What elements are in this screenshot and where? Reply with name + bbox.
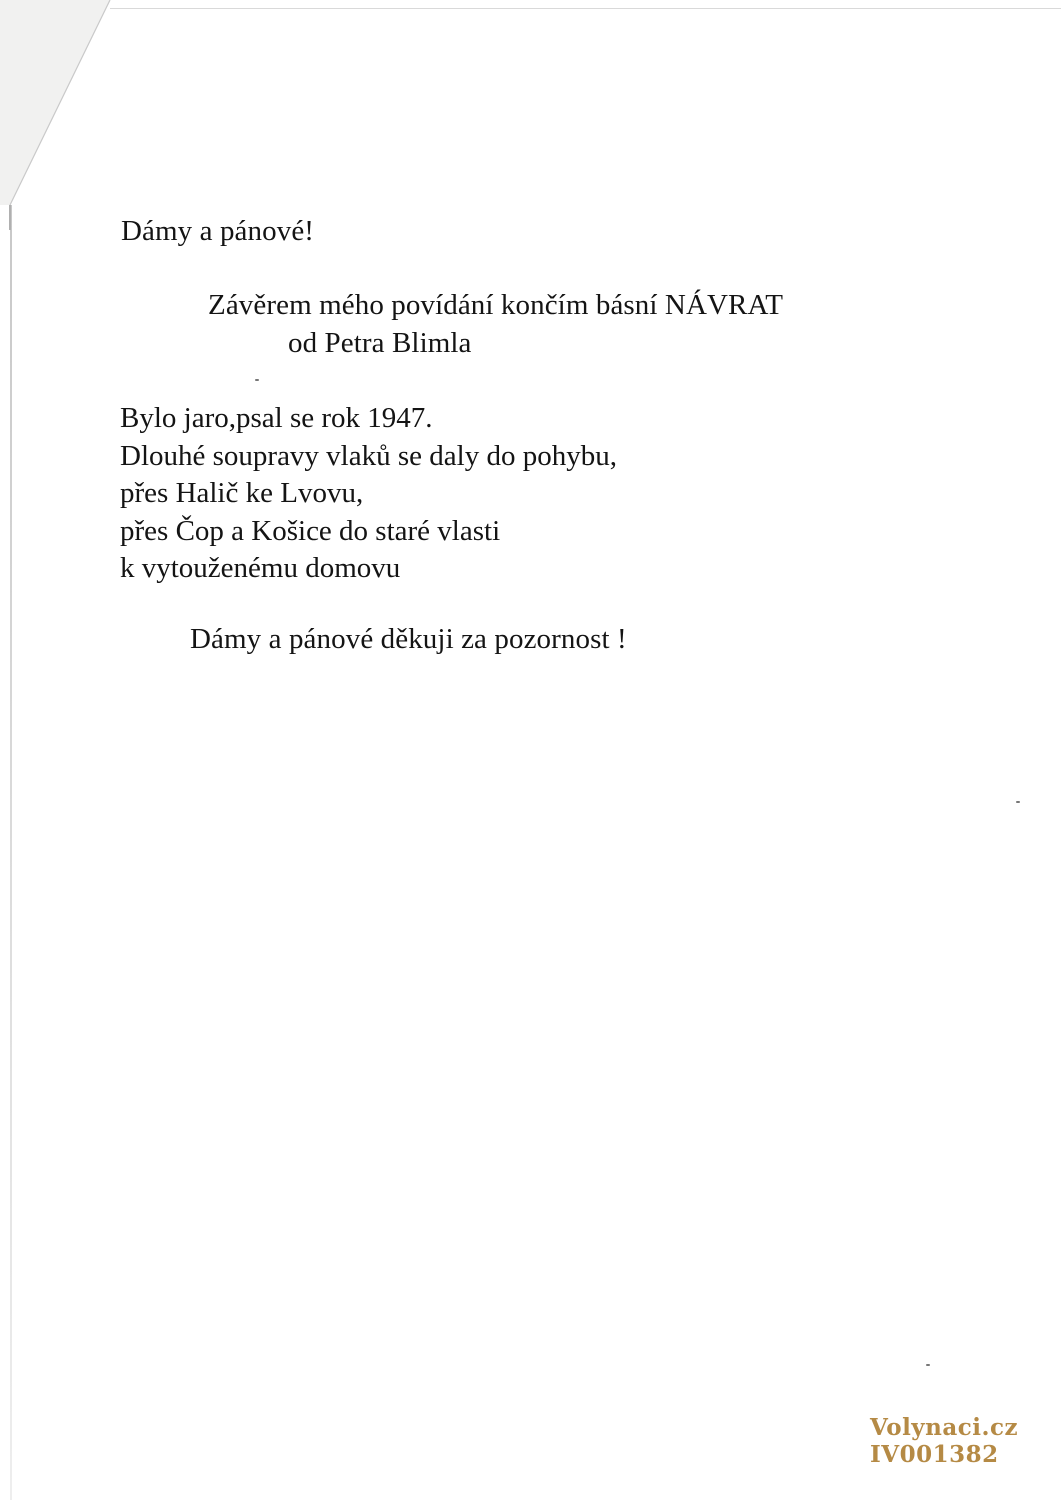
scan-edge-top (110, 8, 1061, 9)
poem-line: Bylo jaro,psal se rok 1947. (120, 402, 433, 434)
poem-line: přes Čop a Košice do staré vlasti (120, 514, 501, 547)
intro-line-1: Závěrem mého povídání končím básní NÁVRAT (208, 289, 784, 321)
scan-speck (926, 1364, 930, 1366)
watermark-site: Volynaci.cz (870, 1414, 1019, 1441)
watermark (870, 1414, 1018, 1468)
poem-line: k vytouženému domovu (120, 552, 401, 584)
greeting: Dámy a pánové! (121, 215, 315, 247)
watermark-code: IV001382 (870, 1441, 999, 1468)
scan-speck (255, 379, 259, 381)
poem-line: přes Halič ke Lvovu, (120, 477, 364, 509)
intro-line-2: od Petra Blimla (288, 327, 472, 359)
scan-speck (1016, 801, 1020, 803)
scan-edge-left (10, 205, 12, 1500)
closing-line: Dámy a pánové děkuji za pozornost ! (190, 623, 627, 655)
poem (120, 400, 617, 588)
folded-corner-icon (0, 0, 120, 230)
poem-line: Dlouhé soupravy vlaků se daly do pohybu, (120, 439, 617, 472)
